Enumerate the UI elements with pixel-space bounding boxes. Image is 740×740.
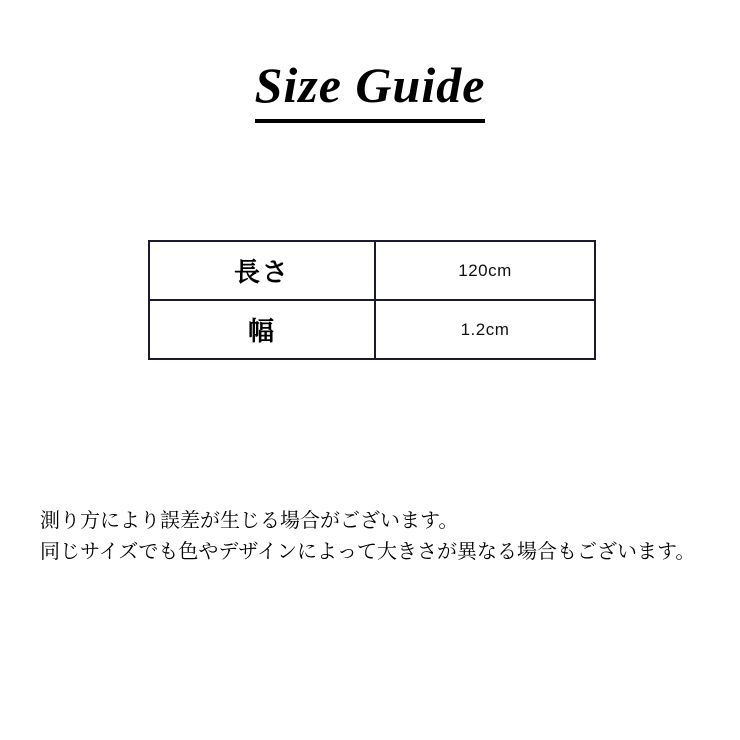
note-line: 同じサイズでも色やデザインによって大きさが異なる場合もございます。 — [40, 539, 696, 563]
table-cell-value: 120cm — [375, 241, 595, 300]
table-cell-value: 1.2cm — [375, 300, 595, 359]
notes-block — [40, 505, 720, 567]
page-title — [0, 58, 740, 123]
table-cell-label: 幅 — [149, 300, 375, 359]
note-line: 測り方により誤差が生じる場合がございます。 — [40, 508, 459, 532]
page-title-text: Size Guide — [255, 58, 486, 123]
table-cell-label: 長さ — [149, 241, 375, 300]
size-table — [148, 240, 596, 360]
table-row — [149, 241, 595, 300]
table-row — [149, 300, 595, 359]
